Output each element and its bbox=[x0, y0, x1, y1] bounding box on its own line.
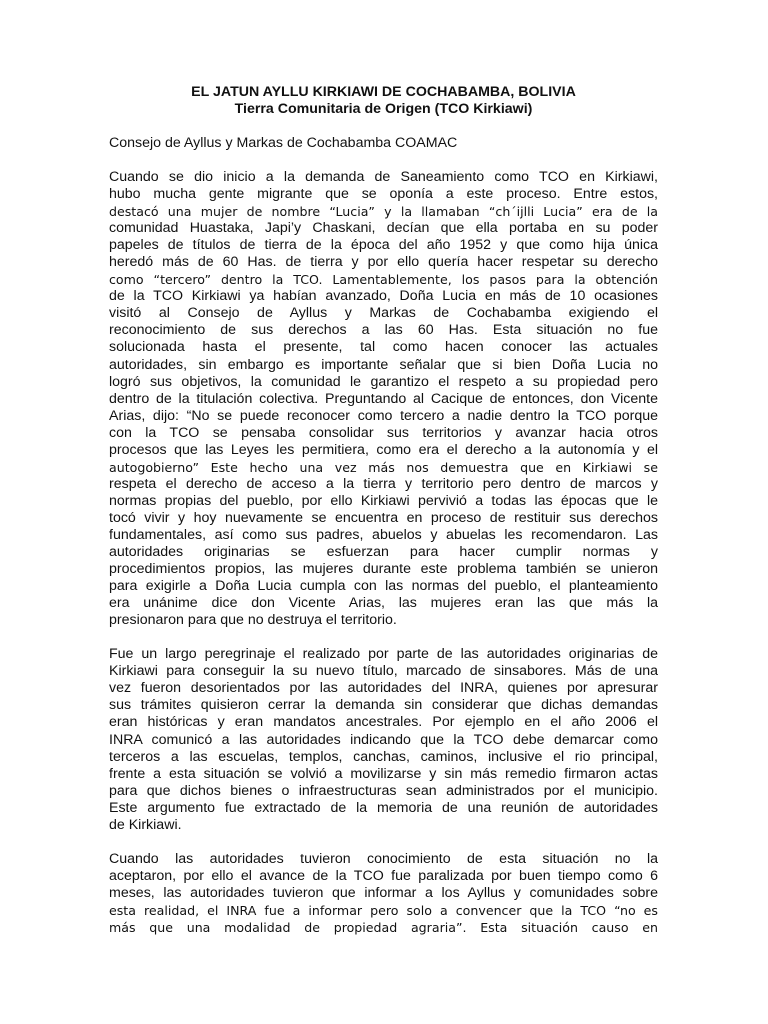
text-line: Fue un largo peregrinaje el realizado por parte de las autoridades originarias de bbox=[109, 646, 658, 663]
text-line: hubo mucha gente migrante que se oponía a este proceso. Entre estos, bbox=[109, 186, 658, 203]
text-line: de Kirkiawi. bbox=[109, 816, 182, 833]
text-line: fundamentales, así como sus padres, abuelos y abuelas les recomendaron. Las bbox=[109, 526, 658, 543]
document-title: EL JATUN AYLLU KIRKIAWI DE COCHABAMBA, BOLIVIA bbox=[191, 84, 576, 100]
text-line: procedimientos propios, las mujeres durante este problema también se unieron bbox=[109, 561, 658, 578]
body-text bbox=[109, 169, 658, 936]
text-line: esta realidad, el INRA fue a informar pero solo a convencer que la TCO “no es bbox=[109, 902, 658, 918]
text-line: visitó al Consejo de Ayllus y Markas de Cochabamba exigiendo el bbox=[109, 305, 658, 322]
text-line: frente a esta situación se volvió a movilizarse y sin más remedio firmaron actas bbox=[109, 765, 658, 782]
text-line: eran históricas y eran mandatos ancestrales. Por ejemplo en el año 2006 el bbox=[109, 714, 658, 731]
text-line: vez fueron desorientados por las autoridades del INRA, quienes por apresurar bbox=[109, 680, 658, 697]
text-line: como “tercero” dentro la TCO. Lamentablemente, los pasos para la obtención bbox=[109, 272, 658, 288]
document-page bbox=[109, 84, 658, 953]
text-line: dentro de la titulación colectiva. Preguntando al Cacique de entonces, don Vicente bbox=[109, 390, 658, 407]
text-line: procesos que las Leyes les permitiera, como era el derecho a la autonomía y el bbox=[109, 441, 658, 458]
text-line: autogobierno” Este hecho una vez más nos demuestra que en Kirkiawi se bbox=[109, 459, 658, 475]
text-line: autoridades originarias se esfuerzan para hacer cumplir normas y bbox=[109, 544, 658, 561]
text-line: autoridades, sin embargo es importante señalar que si bien Doña Lucia no bbox=[109, 356, 658, 373]
text-line: más que una modalidad de propiedad agraria”. Esta situación causo en bbox=[109, 919, 658, 935]
text-line: normas propias del pueblo, por ello Kirkiawi pervivió a todas las épocas que le bbox=[109, 492, 658, 509]
text-line: Este argumento fue extractado de la memoria de una reunión de autoridades bbox=[109, 799, 658, 816]
text-line: destacó una mujer de nombre “Lucia” y la llamaban “ch´ijlli Lucia” era de la bbox=[109, 204, 658, 220]
organization-name: Consejo de Ayllus y Markas de Cochabamba COAMAC bbox=[109, 135, 458, 151]
text-line: aceptaron, por ello el avance de la TCO fue paralizada por buen tiempo como 6 bbox=[109, 867, 658, 884]
text-line: Cuando se dio inicio a la demanda de Saneamiento como TCO en Kirkiawi, bbox=[109, 169, 658, 185]
paragraph bbox=[109, 646, 658, 834]
text-line: heredó más de 60 Has. de tierra y por ello quería hacer respetar su derecho bbox=[109, 254, 658, 271]
text-line: con la TCO se pensaba consolidar sus territorios y avanzar hacia otros bbox=[109, 424, 658, 441]
text-line: para que dichos bienes o infraestructuras sean administrados por el municipio. bbox=[109, 782, 658, 799]
text-line: sus trámites quisieron cerrar la demanda sin considerar que dichas demandas bbox=[109, 697, 658, 714]
text-line: Arias, dijo: “No se puede reconocer como tercero a nadie dentro la TCO porque bbox=[109, 407, 658, 424]
text-line: meses, las autoridades tuvieron que informar a los Ayllus y comunidades sobre bbox=[109, 884, 658, 901]
text-line: terceros a las escuelas, templos, canchas, caminos, inclusive el rio principal, bbox=[109, 748, 658, 765]
text-line: logró sus objetivos, la comunidad le garantizo el respeto a su propiedad pero bbox=[109, 373, 658, 390]
text-line: papeles de títulos de tierra de la época del año 1952 y que como hija única bbox=[109, 237, 658, 254]
text-line: respeta el derecho de acceso a la tierra y territorio pero dentro de marcos y bbox=[109, 475, 658, 492]
text-line: Cuando las autoridades tuvieron conocimiento de esta situación no la bbox=[109, 850, 658, 867]
text-line: comunidad Huastaka, Japi’y Chaskani, decían que ella portaba en su poder bbox=[109, 220, 658, 237]
text-line: tocó vivir y hoy nuevamente se encuentra en proceso de restituir sus derechos bbox=[109, 509, 658, 526]
text-line: era unánime dice don Vicente Arias, las mujeres eran las que más la bbox=[109, 595, 658, 612]
paragraph bbox=[109, 851, 658, 936]
paragraph bbox=[109, 169, 658, 629]
text-line: de la TCO Kirkiawi ya habían avanzado, Doña Lucia en más de 10 ocasiones bbox=[109, 288, 658, 305]
document-subtitle: Tierra Comunitaria de Origen (TCO Kirkiawi) bbox=[234, 101, 533, 117]
text-line: INRA comunicó a las autoridades indicando que la TCO debe demarcar como bbox=[109, 731, 658, 748]
text-line: para exigirle a Doña Lucia cumpla con las normas del pueblo, el planteamiento bbox=[109, 578, 658, 595]
text-line: presionaron para que no destruya el territorio. bbox=[109, 612, 397, 629]
text-line: Kirkiawi para conseguir la su nuevo título, marcado de sinsabores. Más de una bbox=[109, 663, 658, 680]
text-line: solucionada hasta el presente, tal como hacen conocer las actuales bbox=[109, 339, 658, 356]
text-line: reconocimiento de sus derechos a las 60 Has. Esta situación no fue bbox=[109, 322, 658, 339]
